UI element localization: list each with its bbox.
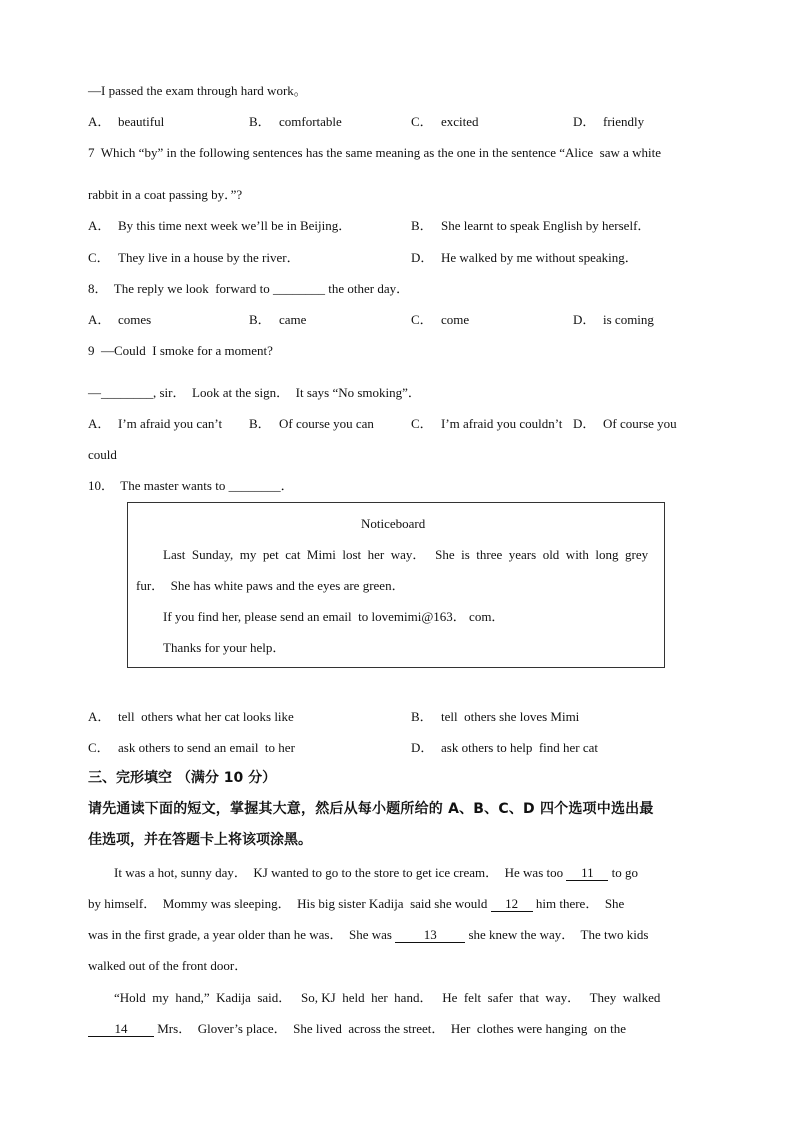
q10-option-a: A． tell others what her cat looks like xyxy=(88,709,294,724)
q7-option-d: D． He walked by me without speaking． xyxy=(411,250,638,265)
passage-p1-line1: It was a hot, sunny day． KJ wanted to go to the store to get ice cream． He was too 11 to go xyxy=(114,865,638,880)
q9-option-b: B． Of course you can xyxy=(249,416,374,431)
section3-instruction-line2: 佳选项，并在答题卡上将该项涂黑。 xyxy=(88,832,312,848)
noticeboard-title: Noticeboard xyxy=(361,516,426,531)
q6-option-d: D． friendly xyxy=(573,114,645,129)
q9-stem-line1: 9 —Could I smoke for a moment? xyxy=(88,343,273,358)
q8-stem: 8． The reply we look forward to ________ the other day． xyxy=(88,281,410,296)
blank-14[interactable]: 14 xyxy=(88,1022,154,1037)
notice-p3: Thanks for your help． xyxy=(163,640,286,655)
q6-option-c: C． excited xyxy=(411,114,479,129)
notice-p1-line1: Last Sunday, my pet cat Mimi lost her way． She is three years old with long grey xyxy=(163,547,649,562)
q9-option-d-wrap: could xyxy=(88,447,117,462)
section3-instruction-line1: 请先通读下面的短文，掌握其大意，然后从每小题所给的 A、B、C、D 四个选项中选出最 xyxy=(88,801,654,817)
q6-option-b: B． comfortable xyxy=(249,114,342,129)
q9-option-d: D． Of course you xyxy=(573,416,677,431)
notice-p1-line2: fur． She has white paws and the eyes are green． xyxy=(136,578,405,593)
passage-p1-line4: walked out of the front door． xyxy=(88,958,248,973)
q7-option-b: B． She learnt to speak English by herself． xyxy=(411,218,651,233)
q7-stem-line2: rabbit in a coat passing by．”? xyxy=(88,187,243,202)
q8-option-b: B． came xyxy=(249,312,307,327)
blank-11[interactable]: 11 xyxy=(566,866,608,881)
q8-blank: ________ xyxy=(272,281,325,296)
q7-option-a: A． By this time next week we’ll be in Beijing． xyxy=(88,218,352,233)
passage-p1-line2: by himself． Mommy was sleeping． His big sister Kadija said she would 12 him there． She xyxy=(88,896,625,911)
blank-12[interactable]: 12 xyxy=(491,897,533,912)
q7-stem-line1: 7 Which “by” in the following sentences has the same meaning as the one in the sentence “Alice saw a white xyxy=(88,145,662,160)
q10-option-c: C． ask others to send an email to her xyxy=(88,740,295,755)
section3-heading: 三、完形填空 （满分 10 分） xyxy=(88,770,277,786)
q6-option-a: A． beautiful xyxy=(88,114,165,129)
q8-option-d: D． is coming xyxy=(573,312,654,327)
passage-p2-line1: “Hold my hand,” Kadija said． So, KJ held her hand． He felt safer that way． They walked xyxy=(114,990,661,1005)
q9-stem-line2: —________, sir． Look at the sign． It says “No smoking”． xyxy=(88,385,421,400)
notice-p2: If you find her, please send an email to lovemimi@163． com． xyxy=(163,609,505,624)
blank-13[interactable]: 13 xyxy=(395,928,465,943)
q7-option-c: C． They live in a house by the river． xyxy=(88,250,300,265)
q7-number: 7 xyxy=(88,145,95,160)
q8-option-c: C． come xyxy=(411,312,470,327)
q10-option-d: D． ask others to help find her cat xyxy=(411,740,599,755)
q9-option-a: A． I’m afraid you can’t xyxy=(88,416,223,431)
q6-answer-line: —I passed the exam through hard work。 xyxy=(88,83,307,98)
q9-option-c: C． I’m afraid you couldn’t xyxy=(411,416,563,431)
q8-option-a: A． comes xyxy=(88,312,152,327)
q10-stem: 10． The master wants to ________． xyxy=(88,478,294,493)
q10-option-b: B． tell others she loves Mimi xyxy=(411,709,580,724)
q10-blank: ________ xyxy=(228,478,281,493)
passage-p1-line3: was in the first grade, a year older than he was． She was 13 she knew the way． The two kids xyxy=(88,927,649,942)
passage-p2-line2: 14 Mrs． Glover’s place． She lived across the street． Her clothes were hanging on the xyxy=(88,1021,626,1037)
noticeboard-box xyxy=(127,502,665,668)
